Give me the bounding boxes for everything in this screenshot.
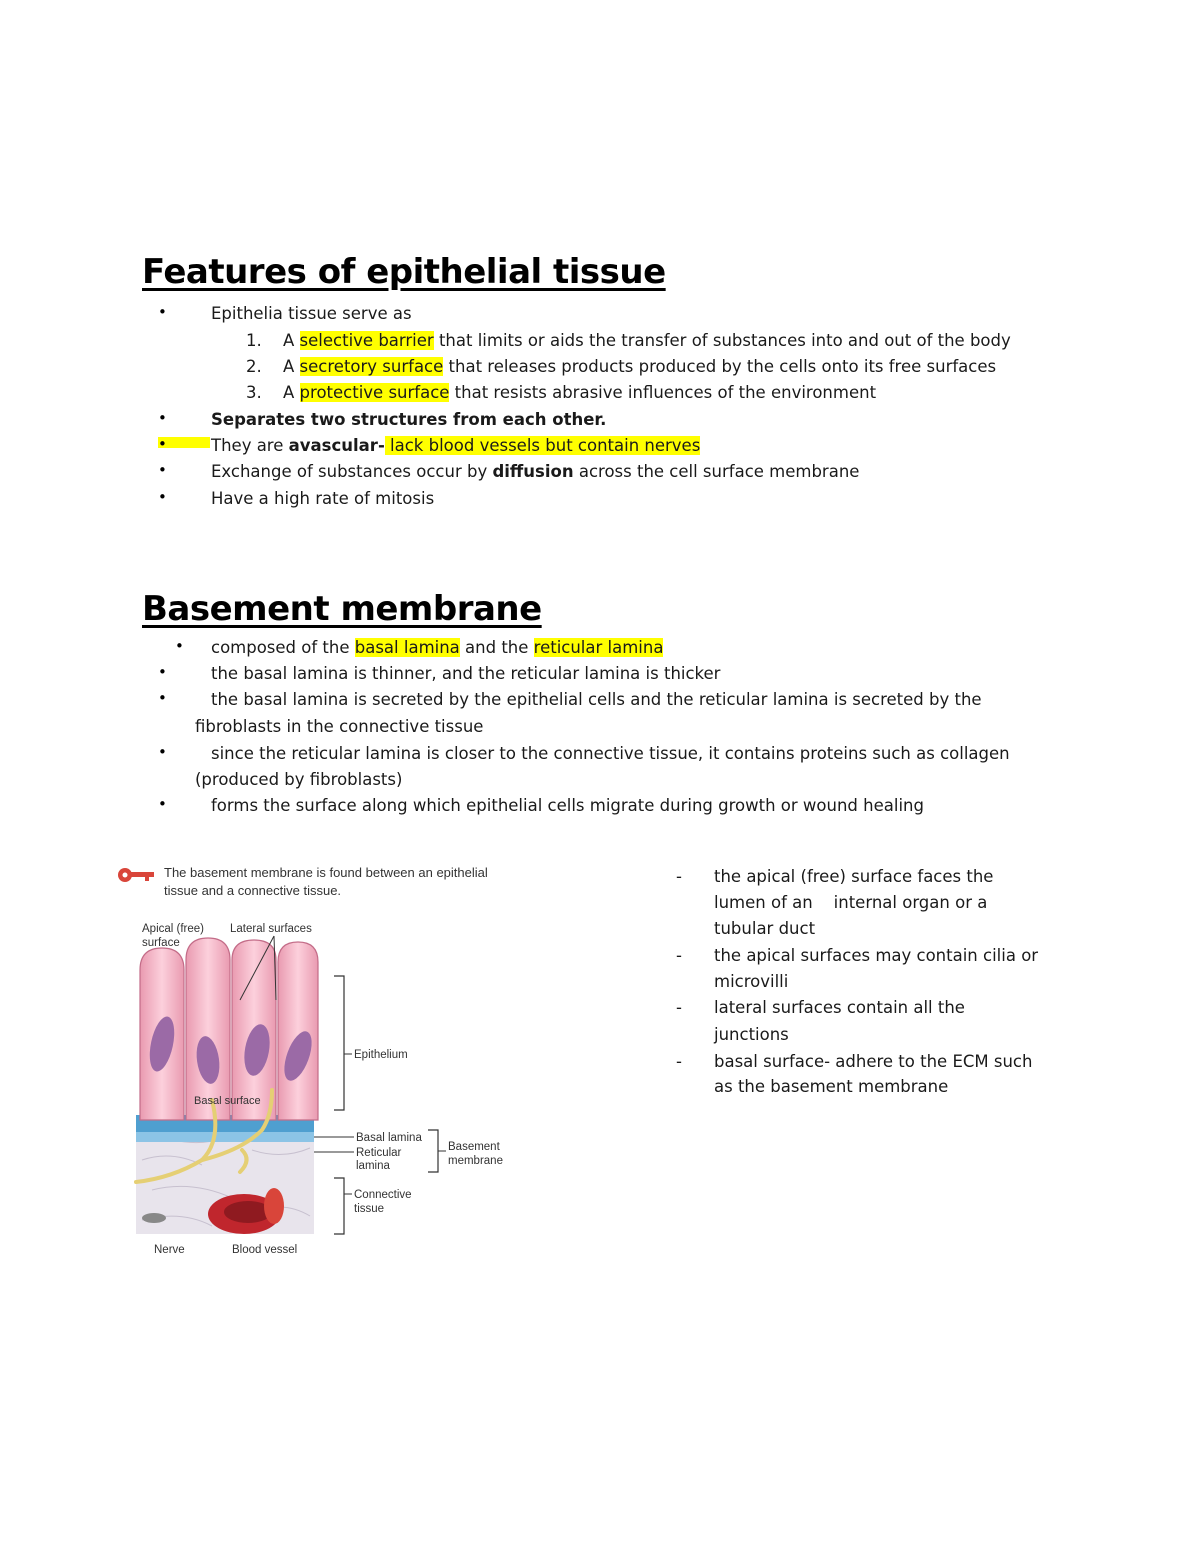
list-item-protective-surface: A protective surface that resists abrasive influences of the environment bbox=[283, 383, 877, 402]
bullet-icon: • bbox=[158, 743, 167, 761]
list-item-secretory-surface: A secretory surface that releases products produced by the cells onto its free surfaces bbox=[283, 357, 997, 376]
reticular-lamina-layer bbox=[136, 1132, 314, 1142]
label-basal-lamina: Basal lamina bbox=[356, 1132, 422, 1144]
bullet-icon: • bbox=[158, 409, 167, 427]
label-reticular-line2: lamina bbox=[356, 1160, 390, 1172]
label-connective-line2: tissue bbox=[354, 1203, 385, 1215]
key-icon bbox=[118, 868, 154, 882]
figure-caption-line1: The basement membrane is found between an epithelial bbox=[164, 865, 488, 880]
label-epithelium: Epithelium bbox=[354, 1049, 408, 1061]
list-item-collagen: since the reticular lamina is closer to the connective tissue, it contains proteins such as collagen bbox=[211, 744, 1010, 763]
list-item-secreted-by-cont: fibroblasts in the connective tissue bbox=[195, 717, 484, 736]
bracket-connective-tissue bbox=[334, 1178, 344, 1234]
highlight-basal-lamina: basal lamina bbox=[354, 638, 460, 657]
label-basal-surface: Basal surface bbox=[194, 1095, 261, 1107]
dash-marker: - bbox=[676, 998, 682, 1017]
list-item-mitosis: Have a high rate of mitosis bbox=[211, 489, 435, 508]
highlight-selective-barrier: selective barrier bbox=[299, 331, 434, 350]
section-title-features: Features of epithelial tissue bbox=[142, 252, 666, 292]
label-blood-vessel: Blood vessel bbox=[232, 1244, 298, 1256]
list-number: 1. bbox=[246, 331, 262, 350]
section-title-basement-membrane: Basement membrane bbox=[142, 589, 542, 629]
note-lateral-line2: junctions bbox=[714, 1025, 789, 1044]
note-cilia-line2: microvilli bbox=[714, 972, 789, 991]
note-basal-line2: as the basement membrane bbox=[714, 1077, 949, 1096]
list-item-separates: Separates two structures from each other. bbox=[211, 410, 607, 429]
label-reticular-line1: Reticular bbox=[356, 1147, 402, 1159]
basement-membrane-diagram bbox=[112, 860, 542, 1265]
list-item-migration: forms the surface along which epithelial cells migrate during growth or wound healing bbox=[211, 796, 924, 815]
bullet-icon: • bbox=[158, 689, 167, 707]
label-lateral-surfaces: Lateral surfaces bbox=[230, 923, 312, 935]
list-item-thinner-thicker: the basal lamina is thinner, and the reticular lamina is thicker bbox=[211, 664, 721, 683]
bullet-icon: • bbox=[158, 663, 167, 681]
list-item-avascular: They are avascular- lack blood vessels but contain nerves bbox=[211, 436, 701, 455]
highlight-reticular-lamina: reticular lamina bbox=[533, 638, 664, 657]
note-lateral-line1: lateral surfaces contain all the bbox=[714, 998, 965, 1017]
label-apical-line1: Apical (free) bbox=[142, 923, 204, 935]
highlight-secretory-surface: secretory surface bbox=[299, 357, 444, 376]
list-item-selective-barrier: A selective barrier that limits or aids the transfer of substances into and out of the body bbox=[283, 331, 1011, 350]
note-apical-line2: lumen of an internal organ or a bbox=[714, 893, 988, 912]
highlight-lack-blood-vessels: lack blood vessels but contain nerves bbox=[384, 436, 701, 455]
label-basement-line1: Basement bbox=[448, 1141, 500, 1153]
bullet-icon: • bbox=[175, 637, 184, 655]
label-basement-line2: membrane bbox=[448, 1155, 503, 1167]
list-item-composed-of: composed of the basal lamina and the reticular lamina bbox=[211, 638, 664, 657]
bullet-icon: • bbox=[158, 303, 167, 321]
dash-marker: - bbox=[676, 1052, 682, 1071]
bullet-icon: • bbox=[158, 435, 167, 453]
list-item-serve-as: Epithelia tissue serve as bbox=[211, 304, 412, 323]
epithelial-cells bbox=[140, 938, 318, 1120]
label-connective-line1: Connective bbox=[354, 1189, 412, 1201]
list-number: 2. bbox=[246, 357, 262, 376]
dash-marker: - bbox=[676, 946, 682, 965]
highlight-protective-surface: protective surface bbox=[299, 383, 450, 402]
note-apical-line3: tubular duct bbox=[714, 919, 816, 938]
bullet-icon: • bbox=[158, 461, 167, 479]
label-nerve: Nerve bbox=[154, 1244, 185, 1256]
list-item-secreted-by: the basal lamina is secreted by the epithelial cells and the reticular lamina is secreted by the bbox=[211, 690, 982, 709]
bullet-icon: • bbox=[158, 488, 167, 506]
list-number: 3. bbox=[246, 383, 262, 402]
list-item-diffusion: Exchange of substances occur by diffusion across the cell surface membrane bbox=[211, 462, 860, 481]
note-cilia-line1: the apical surfaces may contain cilia or bbox=[714, 946, 1039, 965]
bracket-basement-membrane bbox=[428, 1130, 438, 1172]
bullet-icon: • bbox=[158, 795, 167, 813]
note-basal-line1: basal surface- adhere to the ECM such bbox=[714, 1052, 1033, 1071]
fibroblast-cell bbox=[142, 1213, 166, 1223]
bracket-epithelium bbox=[334, 976, 344, 1110]
note-apical-line1: the apical (free) surface faces the bbox=[714, 867, 994, 886]
label-apical-line2: surface bbox=[142, 937, 180, 949]
figure-caption-line2: tissue and a connective tissue. bbox=[164, 883, 342, 898]
dash-marker: - bbox=[676, 867, 682, 886]
list-item-collagen-cont: (produced by fibroblasts) bbox=[195, 770, 403, 789]
